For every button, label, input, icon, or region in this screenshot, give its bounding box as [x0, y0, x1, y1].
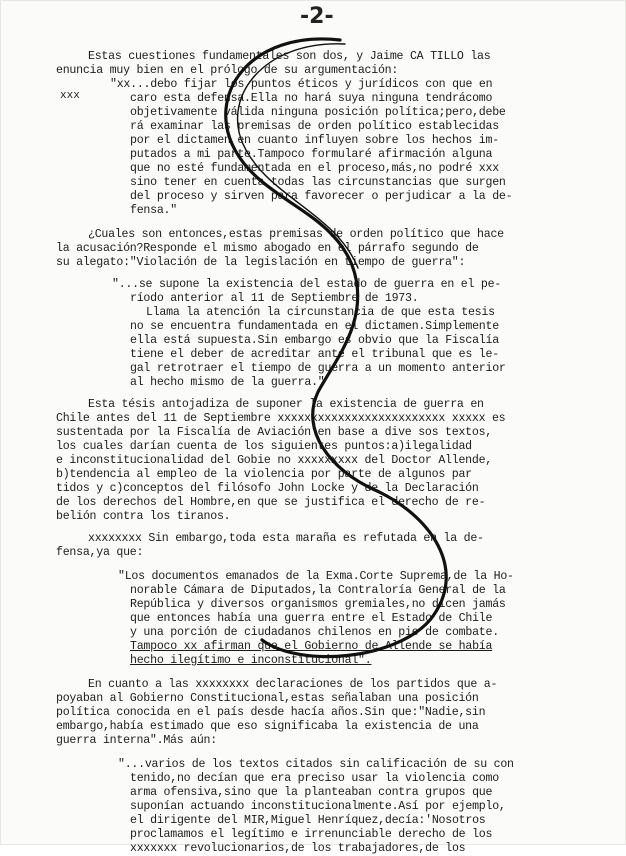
text-line: su alegato:"Violación de la legislación en tiempo de guerra": [56, 256, 466, 269]
text-line: Estas cuestiones fundamentales son dos, y Jaime CA TILLO las [88, 50, 491, 63]
text-line: embargo,había estimado que eso significaba la existencia de una [56, 720, 479, 733]
text-line: hecho ilegítimo e inconstitucional". [130, 654, 372, 667]
text-line: Esta tésis antojadiza de suponer la existencia de guerra en [88, 398, 484, 411]
text-line: xxxxxxxx Sin embargo,toda esta maraña es refutada en la de- [88, 532, 484, 545]
text-line: e inconstitucionalidad del Gobie no xxxxxxxxx del Doctor Allende, [56, 454, 492, 467]
text-line: política conocida en el país desde hacía años.Sin que:"Nadie,sin [56, 706, 486, 719]
text-line: poyaban al Gobierno Constitucional,estas señalaban una posición [56, 692, 479, 705]
text-line: el dirigente del MIR,Miguel Henríquez,decía:'Nosotros [130, 814, 486, 827]
text-line: rá examinar las premisas de orden político establecidas [130, 120, 499, 133]
text-line: tenido,no decían que era preciso usar la violencia como [130, 772, 499, 785]
text-line: los cuales darían cuenta de los siguientes puntos:a)ilegalidad [56, 440, 472, 453]
text-line: tidos y c)conceptos del filósofo John Locke y de la Declaración [56, 482, 479, 495]
text-line: En cuanto a las xxxxxxxx declaraciones de los partidos que a- [88, 678, 498, 691]
text-line: sino tener en cuenta todas las circunstancias que surgen [130, 176, 506, 189]
text-line: "...varios de los textos citados sin calificación de su con [118, 758, 514, 771]
text-line: arma ofensiva,sino que la planteaban contra grupos que [130, 786, 493, 799]
page-number: -2- [300, 4, 334, 29]
text-line: por el dictamen en cuanto influyen sobre los hechos im- [130, 134, 499, 147]
text-line: enuncia muy bien en el prólogo de su argumentación: [56, 64, 399, 77]
text-line: objetivamente válida ninguna posición política;pero,debe [130, 106, 506, 119]
text-line: ella está supuesta.Sin embargo es obvio que la Fiscalía [130, 334, 499, 347]
text-line: xxxxxxx revolucionarios,de los trabajadores,de los [130, 842, 466, 855]
text-line: caro esta defensa.Ella no hará suya ninguna tendrácomo [130, 92, 493, 105]
text-line: fensa." [130, 204, 177, 217]
margin-note: xxx [60, 90, 80, 102]
text-line: del proceso y sirven para favorecer o perjudicar a la de- [130, 190, 513, 203]
text-line: fensa,ya que: [56, 546, 144, 559]
text-line: de los derechos del Hombre,en que se justifica el derecho de re- [56, 496, 486, 509]
text-line: al hecho mismo de la guerra." [130, 376, 325, 389]
text-line: la acusación?Responde el mismo abogado en el párrafo segundo de [56, 242, 479, 255]
text-line: que entonces había una guerra entre el Estado de Chile [130, 612, 493, 625]
text-line: "xx...debo fijar los puntos éticos y jurídicos con que en [110, 78, 493, 91]
text-line: que no esté fundamentada en el proceso,más,no podré xxx [130, 162, 499, 175]
text-line: guerra interna".Más aún: [56, 734, 217, 747]
text-line: putados a mi parte.Tampoco formularé afirmación alguna [130, 148, 493, 161]
text-line: "...se supone la existencia del estado de guerra en el pe- [112, 278, 502, 291]
text-line: proclamamos el legítimo e irrenunciable derecho de los [130, 828, 493, 841]
text-line: Llama la atención la circunstancia de que esta tesis [146, 306, 495, 319]
text-line: "Los documentos emanados de la Exma.Corte Suprema,de la Ho- [118, 570, 514, 583]
text-line: suponían actuando inconstitucionalmente.Así por ejemplo, [130, 800, 506, 813]
text-line: gal retrotraer el tiempo de guerra a un momento anterior [130, 362, 506, 375]
text-line: República y diversos organismos gremiales,no dicen jamás [130, 598, 506, 611]
text-line: tiene el deber de acreditar ante el tribunal que es le- [130, 348, 499, 361]
text-line: Tampoco xx afirman que el Gobierno de Allende se había [130, 640, 493, 653]
text-line: b)tendencia al empleo de la violencia por parte de algunos par [56, 468, 472, 481]
text-line: belión contra los tiranos. [56, 510, 231, 523]
text-line: sustentada por la Fiscalía de Aviación en base a dive sos textos, [56, 426, 492, 439]
text-line: y una porción de ciudadanos chilenos en pie de combate. [130, 626, 499, 639]
text-line: no se encuentra fundamentada en el dictamen.Simplemente [130, 320, 499, 333]
text-line: norable Cámara de Diputados,la Contraloría General de la [130, 584, 506, 597]
text-line: Chile antes del 11 de Septiembre xxxxxxxxxxxxxxxxxxxxxxxxx xxxxx es [56, 412, 506, 425]
text-line: ¿Cuales son entonces,estas premisas de orden político que hace [88, 228, 504, 241]
text-line: ríodo anterior al 11 de Septiembre de 1973. [130, 292, 419, 305]
